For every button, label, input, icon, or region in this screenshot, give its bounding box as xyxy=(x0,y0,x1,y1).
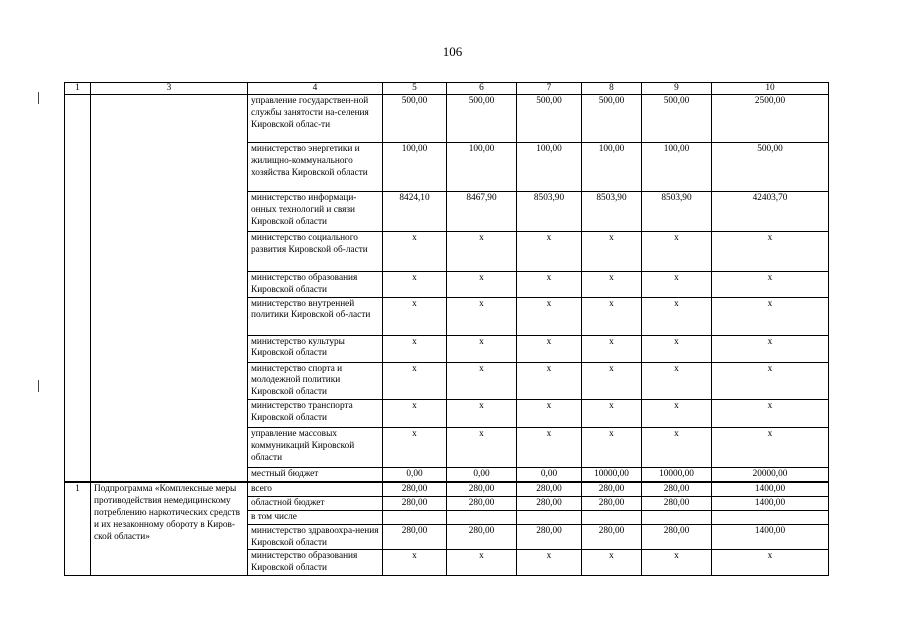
value-cell-col-9: 280,00 xyxy=(642,524,712,550)
value-cell-col-8: 500,00 xyxy=(582,95,642,143)
value-cell-col-7: 280,00 xyxy=(517,524,582,550)
value-cell-col-5: x xyxy=(383,550,447,576)
value-cell-col-10: 1400,00 xyxy=(712,497,829,511)
margin-mark-top xyxy=(38,92,39,104)
margin-mark-middle xyxy=(38,380,39,392)
value-cell-col-8: 280,00 xyxy=(582,497,642,511)
value-cell-col-7: 280,00 xyxy=(517,497,582,511)
value-cell-col-10: x xyxy=(712,399,829,427)
value-cell-col-9: x xyxy=(642,362,712,399)
value-cell-col-5: x xyxy=(383,297,447,335)
value-cell-col-8: 8503,90 xyxy=(582,192,642,232)
header-col-1: 1 xyxy=(65,83,91,95)
value-cell-col-7: x xyxy=(517,550,582,576)
funding-source-name: областной бюджет xyxy=(248,497,383,511)
value-cell-col-8: 10000,00 xyxy=(582,467,642,482)
value-cell-col-9: x xyxy=(642,550,712,576)
header-col-4: 4 xyxy=(248,83,383,95)
value-cell-col-8: x xyxy=(582,362,642,399)
value-cell-col-9: x xyxy=(642,232,712,272)
value-cell-col-10: 1400,00 xyxy=(712,482,829,496)
value-cell-col-6: x xyxy=(447,399,517,427)
value-cell-col-6: 100,00 xyxy=(447,143,517,192)
value-cell-col-5: x xyxy=(383,362,447,399)
value-cell-col-6: x xyxy=(447,427,517,467)
budget-table xyxy=(64,82,829,576)
value-cell-col-8: x xyxy=(582,399,642,427)
funding-source-name: министерство здравоохра-нения Кировской области xyxy=(248,524,383,550)
value-cell-col-8: x xyxy=(582,550,642,576)
subprogram-title: Подпрограмма «Комплексные меры противодействия немедицинскому потреблению наркотических средств и их незаконному обороту в Киров-ской области» xyxy=(91,482,248,575)
executor-name: управление массовых коммуникаций Кировской области xyxy=(248,427,383,467)
subprogram-number: 1 xyxy=(65,482,91,575)
value-cell-col-5: 100,00 xyxy=(383,143,447,192)
value-cell-col-8: 280,00 xyxy=(582,482,642,496)
value-cell-col-5: 280,00 xyxy=(383,482,447,496)
empty-col-1 xyxy=(65,95,91,483)
executor-name: министерство внутренней политики Кировской об-ласти xyxy=(248,297,383,335)
value-cell-col-7: x xyxy=(517,399,582,427)
value-cell-col-6: x xyxy=(447,362,517,399)
value-cell-col-9: 100,00 xyxy=(642,143,712,192)
value-cell-col-9: 8503,90 xyxy=(642,192,712,232)
value-cell-col-6: 280,00 xyxy=(447,497,517,511)
value-cell-col-5: 8424,10 xyxy=(383,192,447,232)
executor-name: министерство информаци-онных технологий и связи Кировской области xyxy=(248,192,383,232)
value-cell-col-8: x xyxy=(582,297,642,335)
value-cell-col-8 xyxy=(582,511,642,525)
value-cell-col-8: x xyxy=(582,272,642,298)
value-cell-col-6: x xyxy=(447,232,517,272)
value-cell-col-10: 2500,00 xyxy=(712,95,829,143)
value-cell-col-7: 8503,90 xyxy=(517,192,582,232)
header-col-7: 7 xyxy=(517,83,582,95)
value-cell-col-7: 500,00 xyxy=(517,95,582,143)
value-cell-col-7 xyxy=(517,511,582,525)
subprogram-row xyxy=(65,482,829,496)
value-cell-col-7: x xyxy=(517,232,582,272)
value-cell-col-5: x xyxy=(383,399,447,427)
value-cell-col-5: x xyxy=(383,335,447,362)
page-number: 106 xyxy=(442,44,463,59)
value-cell-col-6: x xyxy=(447,272,517,298)
executor-name: управление государствен-ной службы занятости на-селения Кировской облас-ти xyxy=(248,95,383,143)
value-cell-col-10: x xyxy=(712,232,829,272)
value-cell-col-5: x xyxy=(383,232,447,272)
executor-name: министерство транспорта Кировской области xyxy=(248,399,383,427)
value-cell-col-6 xyxy=(447,511,517,525)
funding-source-name: всего xyxy=(248,482,383,496)
empty-col-3 xyxy=(91,95,248,483)
executor-name: местный бюджет xyxy=(248,467,383,482)
value-cell-col-10 xyxy=(712,511,829,525)
value-cell-col-9: x xyxy=(642,297,712,335)
value-cell-col-7: 0,00 xyxy=(517,467,582,482)
value-cell-col-6: 280,00 xyxy=(447,482,517,496)
value-cell-col-10: x xyxy=(712,550,829,576)
executor-name: министерство энергетики и жилищно-коммунального хозяйства Кировской области xyxy=(248,143,383,192)
value-cell-col-8: 100,00 xyxy=(582,143,642,192)
value-cell-col-9: x xyxy=(642,399,712,427)
header-col-5: 5 xyxy=(383,83,447,95)
value-cell-col-6: 280,00 xyxy=(447,524,517,550)
header-row xyxy=(65,83,829,95)
value-cell-col-9: x xyxy=(642,272,712,298)
executor-name: министерство образования Кировской области xyxy=(248,272,383,298)
header-col-6: 6 xyxy=(447,83,517,95)
value-cell-col-6: x xyxy=(447,335,517,362)
value-cell-col-7: 100,00 xyxy=(517,143,582,192)
value-cell-col-9: 280,00 xyxy=(642,482,712,496)
value-cell-col-10: 20000,00 xyxy=(712,467,829,482)
value-cell-col-9: x xyxy=(642,427,712,467)
value-cell-col-7: x xyxy=(517,362,582,399)
executor-name: министерство спорта и молодежной политики Кировской области xyxy=(248,362,383,399)
value-cell-col-10: 1400,00 xyxy=(712,524,829,550)
value-cell-col-8: x xyxy=(582,427,642,467)
value-cell-col-7: x xyxy=(517,335,582,362)
value-cell-col-7: x xyxy=(517,297,582,335)
value-cell-col-7: x xyxy=(517,272,582,298)
value-cell-col-10: x xyxy=(712,335,829,362)
value-cell-col-6: 8467,90 xyxy=(447,192,517,232)
value-cell-col-5: 280,00 xyxy=(383,524,447,550)
header-col-9: 9 xyxy=(642,83,712,95)
value-cell-col-5: x xyxy=(383,272,447,298)
executor-name: министерство социального развития Кировской об-ласти xyxy=(248,232,383,272)
value-cell-col-9: 280,00 xyxy=(642,497,712,511)
value-cell-col-5: 280,00 xyxy=(383,497,447,511)
header-col-3: 3 xyxy=(91,83,248,95)
value-cell-col-10: x xyxy=(712,297,829,335)
value-cell-col-8: 280,00 xyxy=(582,524,642,550)
table-row xyxy=(65,95,829,143)
value-cell-col-6: x xyxy=(447,297,517,335)
value-cell-col-10: x xyxy=(712,362,829,399)
value-cell-col-9 xyxy=(642,511,712,525)
value-cell-col-8: x xyxy=(582,232,642,272)
value-cell-col-5: x xyxy=(383,427,447,467)
value-cell-col-9: 500,00 xyxy=(642,95,712,143)
value-cell-col-5: 500,00 xyxy=(383,95,447,143)
value-cell-col-5: 0,00 xyxy=(383,467,447,482)
value-cell-col-9: 10000,00 xyxy=(642,467,712,482)
value-cell-col-5 xyxy=(383,511,447,525)
value-cell-col-7: x xyxy=(517,427,582,467)
executor-name: министерство культуры Кировской области xyxy=(248,335,383,362)
value-cell-col-6: 0,00 xyxy=(447,467,517,482)
header-col-10: 10 xyxy=(712,83,829,95)
value-cell-col-10: 42403,70 xyxy=(712,192,829,232)
funding-source-name: министерство образования Кировской области xyxy=(248,550,383,576)
funding-source-name: в том числе xyxy=(248,511,383,525)
value-cell-col-9: x xyxy=(642,335,712,362)
value-cell-col-7: 280,00 xyxy=(517,482,582,496)
value-cell-col-10: x xyxy=(712,427,829,467)
header-col-8: 8 xyxy=(582,83,642,95)
value-cell-col-6: x xyxy=(447,550,517,576)
value-cell-col-10: 500,00 xyxy=(712,143,829,192)
value-cell-col-10: x xyxy=(712,272,829,298)
value-cell-col-8: x xyxy=(582,335,642,362)
value-cell-col-6: 500,00 xyxy=(447,95,517,143)
